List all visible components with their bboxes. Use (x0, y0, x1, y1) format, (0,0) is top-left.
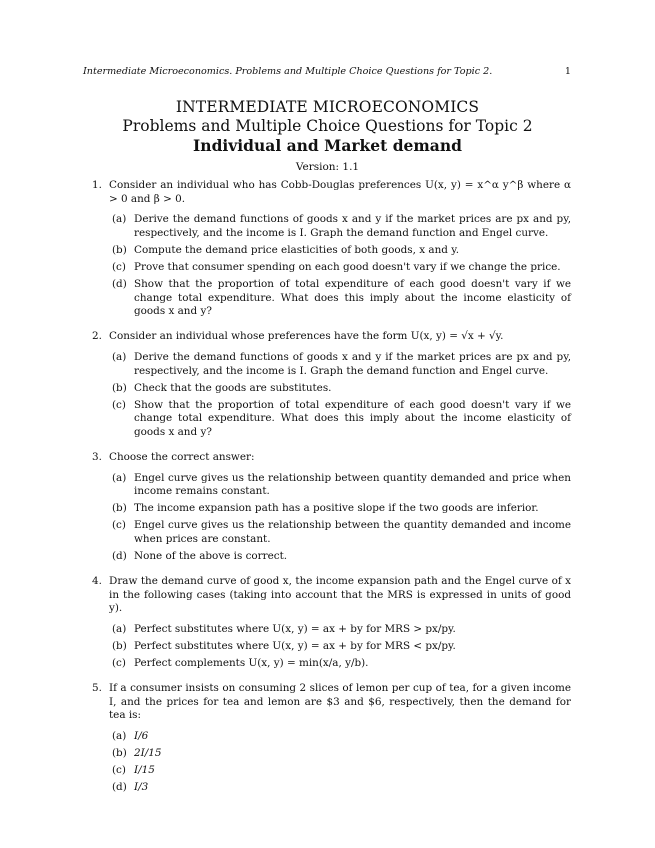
page-number: 1 (564, 66, 571, 77)
answer-option (112, 519, 571, 546)
question-text: Consider an individual who has Cobb-Douglas preferences U(x, y) = x^α y^β where α > 0 and β > 0. (109, 179, 571, 205)
sub-label: (a) (112, 213, 127, 226)
question-text: If a consumer insists on consuming 2 slices of lemon per cup of tea, for a given income I, and the prices for tea and lemon are $3 and $6, respectively, then the demand for tea is: (109, 682, 571, 722)
question (92, 330, 571, 443)
sub-text: Show that the proportion of total expenditure of each good doesn't vary if we change total expenditure. What does this imply about the income elasticity of goods x and y? (134, 278, 571, 318)
sub-label: (b) (112, 381, 127, 394)
answer-option (112, 781, 571, 795)
answer-option (112, 747, 571, 761)
sub-label: (c) (112, 260, 126, 273)
option-text: I/15 (134, 764, 155, 777)
answer-option (112, 502, 571, 516)
option-label: (c) (112, 764, 126, 777)
sub-text: Compute the demand price elasticities of both goods, x and y. (134, 243, 460, 256)
version-label: Version: 1.1 (295, 161, 360, 173)
sub-question (112, 640, 571, 654)
option-text: Engel curve gives us the relationship between quantity demanded and price when income remains constant. (134, 471, 571, 498)
sub-question (112, 278, 571, 319)
option-label: (a) (112, 730, 127, 742)
answer-option (112, 472, 571, 499)
sub-label: (c) (112, 398, 126, 411)
sub-text: Derive the demand functions of goods x and y if the market prices are px and py, respectively, and the income is I. Graph the demand function and Engel curve. (134, 213, 571, 239)
option-label: (d) (112, 550, 127, 563)
sub-question (112, 623, 571, 637)
sub-question (112, 657, 571, 671)
sub-text: Perfect substitutes where U(x, y) = ax + by for MRS < px/py. (134, 640, 456, 653)
sub-label: (c) (112, 657, 126, 670)
sub-text: Prove that consumer spending on each good doesn't vary if we change the price. (134, 260, 561, 273)
question-number: 2. (92, 330, 102, 343)
question (92, 179, 571, 322)
question (92, 451, 571, 567)
sub-label: (b) (112, 640, 127, 653)
option-text: I/6 (134, 730, 149, 742)
question-text: Draw the demand curve of good x, the income expansion path and the Engel curve of x in the following cases (taking into account that the MRS is expressed in units of good y). (109, 575, 571, 615)
sub-question (112, 213, 571, 240)
sub-text: Perfect complements U(x, y) = min(x/a, y/b). (134, 657, 369, 670)
sub-label: (b) (112, 243, 127, 256)
answer-option (112, 550, 571, 564)
question-text: Choose the correct answer: (109, 451, 255, 463)
title-block (0, 98, 655, 174)
question-number: 1. (92, 179, 102, 191)
option-label: (c) (112, 519, 126, 532)
sub-question (112, 399, 571, 440)
option-label: (d) (112, 781, 127, 794)
topic-title: Individual and Market demand (193, 136, 462, 155)
option-label: (b) (112, 747, 127, 760)
running-title: Intermediate Microeconomics. Problems and Multiple Choice Questions for Topic 2. (83, 66, 493, 77)
question-list (92, 179, 571, 806)
sub-question (112, 244, 571, 258)
sub-question (112, 382, 571, 396)
answer-option (112, 764, 571, 778)
sub-text: Perfect substitutes where U(x, y) = ax + by for MRS > px/py. (134, 622, 456, 635)
option-text: None of the above is correct. (134, 550, 288, 563)
sub-label: (a) (112, 350, 127, 363)
option-text: The income expansion path has a positive slope if the two goods are inferior. (134, 502, 539, 515)
question-number: 4. (92, 575, 102, 588)
question (92, 575, 571, 674)
question-number: 3. (92, 451, 102, 463)
sub-label: (a) (112, 622, 127, 635)
sub-question (112, 261, 571, 275)
sub-text: Derive the demand functions of goods x and y if the market prices are px and py, respectively, and the income is I. Graph the demand function and Engel curve. (134, 350, 571, 377)
sub-label: (d) (112, 278, 127, 291)
question (92, 682, 571, 798)
option-label: (b) (112, 502, 127, 515)
document-subtitle: Problems and Multiple Choice Questions for Topic 2 (122, 117, 533, 135)
question-number: 5. (92, 682, 102, 695)
option-text: Engel curve gives us the relationship between the quantity demanded and income when prices are constant. (134, 519, 571, 545)
sub-question (112, 351, 571, 378)
answer-option (112, 730, 571, 744)
option-label: (a) (112, 471, 127, 484)
sub-text: Show that the proportion of total expenditure of each good doesn't vary if we change total expenditure. What does this imply about the income elasticity of goods x and y? (134, 398, 571, 438)
question-text: Consider an individual whose preferences have the form U(x, y) = √x + √y. (109, 330, 504, 343)
course-title: INTERMEDIATE MICROECONOMICS (175, 98, 480, 116)
option-text: 2I/15 (134, 747, 162, 760)
option-text: I/3 (134, 781, 149, 794)
running-header (83, 66, 571, 77)
sub-text: Check that the goods are substitutes. (134, 381, 332, 394)
